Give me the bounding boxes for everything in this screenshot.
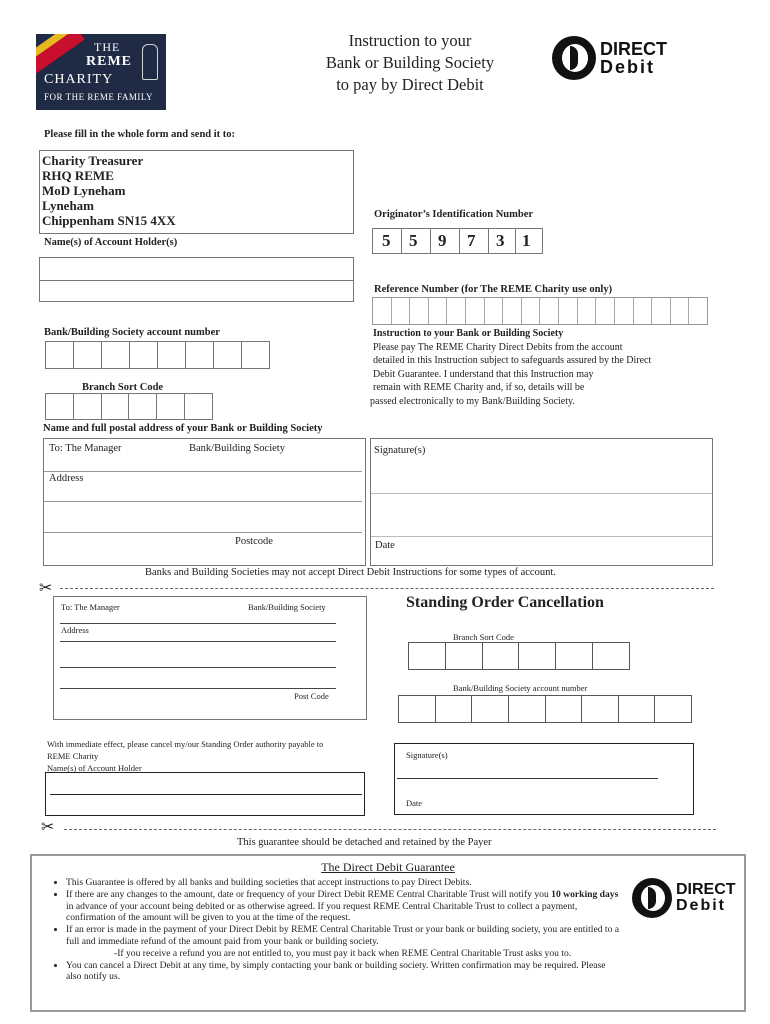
cancellation-account-number-field[interactable] <box>398 695 692 723</box>
sort-code-label: Branch Sort Code <box>82 382 164 393</box>
logo-line4: FOR THE REME FAMILY <box>44 92 154 102</box>
cancellation-sort-code-field[interactable] <box>408 642 630 670</box>
reme-charity-logo <box>36 34 166 110</box>
originator-digit: 7 <box>467 231 476 250</box>
guarantee-list: • This Guarantee is offered by all banks and building societies that accept instructions to pay Direct Debits. • If there are any changes to the amount, date or frequency of your Direct Debit REME Central Charitable Trust will notify you 10 working days in advance of your account being debited or as otherwise agreed. If you request REME Central Charitable Trust to collect a payment, confirmation of the amount will be given to you at the time of the request. • If an error is made in the payment of your Direct Debit by REME Central Charitable Trust or your bank or building society, you are entitled to a full and immediate refund of the amount paid from your bank or building society. -If you receive a refund you are not entitled to, you must pay it back when REME Central Charitable Trust asks you to. • You can cancel a Direct Debit at any time, by simply contacting your bank or building society. Written confirmation may be required. Please also notify us. <box>38 877 623 983</box>
logo-line2: REME <box>86 54 132 69</box>
send-to-label: Please fill in the whole form and send it to: <box>44 129 236 140</box>
sort-code-field[interactable] <box>45 393 213 420</box>
scissors-icon: ✂ <box>41 817 55 836</box>
originator-digit: 5 <box>382 231 391 250</box>
account-number-field[interactable] <box>45 341 270 369</box>
detach-note: This guarantee should be detached and retained by the Payer <box>237 837 492 848</box>
instruction-text: Instruction to your Bank or Building Society Please pay The REME Charity Direct Debits from the account detailed in this Instruction subject to safeguards assured by the Direct Debit Guarantee. I understand that this Instruction may remain with REME Charity and, if so, details will be passed electronically to my Bank/Building Society. <box>373 327 733 409</box>
guarantee-title: The Direct Debit Guarantee <box>321 860 455 874</box>
direct-debit-logo-bottom: DIRECT Debit <box>632 878 736 918</box>
cancellation-account-number-label: Bank/Building Society account number <box>453 683 588 693</box>
form-title: Instruction to your Bank or Building Society to pay by Direct Debit <box>325 31 495 94</box>
originator-id-label: Originator’s Identification Number <box>374 209 534 220</box>
send-to-address-box <box>39 150 354 234</box>
account-number-label: Bank/Building Society account number <box>44 327 220 338</box>
originator-digit: 9 <box>438 231 447 250</box>
reference-label: Reference Number (for The REME Charity use only) <box>374 284 613 295</box>
account-holder-label: Name(s) of Account Holder(s) <box>44 237 178 248</box>
cancellation-bank-box[interactable]: To: The Manager Bank/Building Society Address Post Code <box>53 596 367 720</box>
originator-digit: 1 <box>522 231 531 250</box>
account-holder-field[interactable] <box>39 257 354 302</box>
direct-debit-guarantee-box <box>30 854 746 1012</box>
cancellation-signature-box[interactable]: Signature(s) Date <box>394 743 694 815</box>
postal-address-box[interactable]: To: The Manager Bank/Building Society Address Postcode <box>43 438 366 566</box>
logo-line1: THE <box>94 40 121 54</box>
direct-debit-logo: DIRECT Debit <box>552 36 667 80</box>
postal-address-label: Name and full postal address of your Bank or Building Society <box>43 423 323 434</box>
originator-digit: 5 <box>409 231 418 250</box>
direct-debit-icon <box>632 878 672 918</box>
originator-digit: 3 <box>496 231 505 250</box>
cancellation-heading: Standing Order Cancellation <box>406 594 604 611</box>
cancellation-account-holder-field[interactable] <box>45 772 365 816</box>
cancellation-sort-code-label: Branch Sort Code <box>453 632 514 642</box>
instruction-title: Instruction to your Bank or Building Society <box>373 328 564 339</box>
scissors-icon: ✂ <box>39 578 53 597</box>
signature-date-box[interactable]: Signature(s) Date <box>370 438 713 566</box>
logo-line3: CHARITY <box>44 72 114 87</box>
direct-debit-icon <box>552 36 596 80</box>
reference-number-field[interactable] <box>372 297 708 325</box>
cancellation-authority-text: With immediate effect, please cancel my/our Standing Order authority payable to REME Charity Name(s) of Account Holder <box>47 739 324 773</box>
banks-note: Banks and Building Societies may not accept Direct Debit Instructions for some types of account. <box>145 567 556 578</box>
send-to-address: Charity Treasurer RHQ REME MoD Lyneham Lyneham Chippenham SN15 4XX <box>42 153 176 228</box>
crest-icon <box>142 44 158 80</box>
